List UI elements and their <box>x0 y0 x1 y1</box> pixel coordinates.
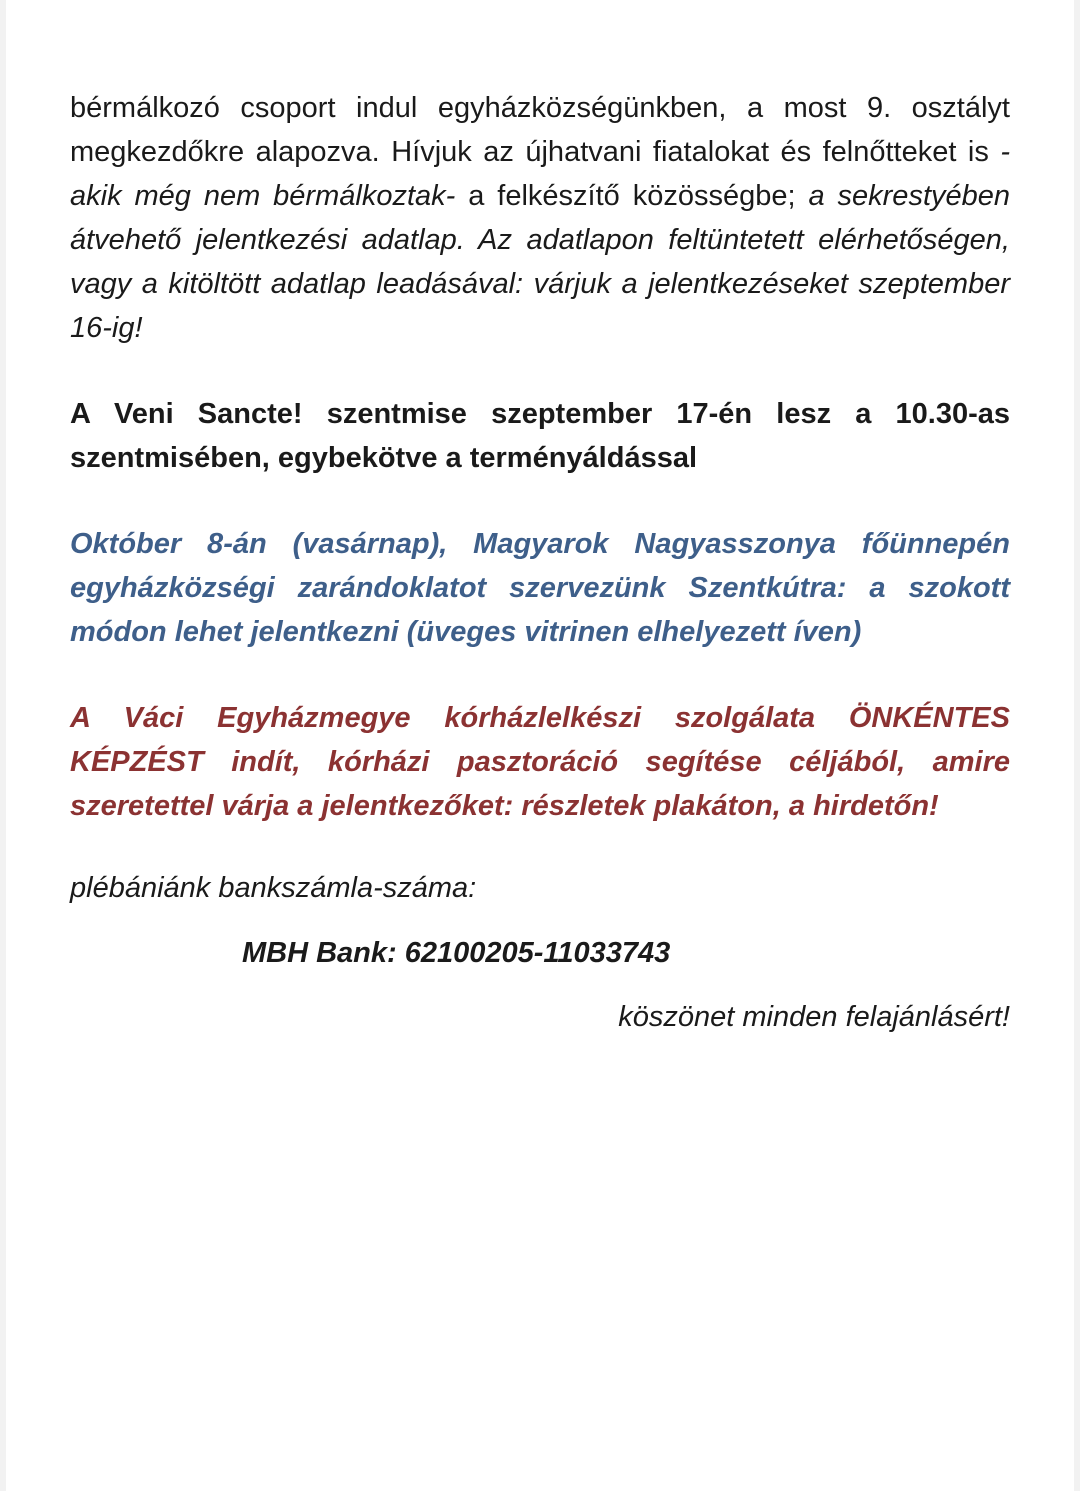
confirmation-text-italic-1: -akik még nem bérmálkoztak- <box>70 136 1010 212</box>
volunteer-training-paragraph: A Váci Egyházmegye kórházlelkészi szolgálata ÖNKÉNTES KÉPZÉST indít, kórházi pasztoráció segítése céljából, amire szeretettel várja a jelentkezőket: részletek plakáton, a hirdetőn! <box>70 702 1010 822</box>
bank-account-number: MBH Bank: 62100205-11033743 <box>242 937 671 969</box>
document-page <box>6 0 1074 1491</box>
bank-account-label: plébániánk bankszámla-száma: <box>70 872 477 904</box>
confirmation-text-italic-2: a sekrestyében átvehető jelentkezési adatlap. Az adatlapon feltüntetett elérhetőségen, vagy a kitöltött adatlap leadásával: várjuk a jelentkezéseket szeptember 16-ig! <box>70 180 1011 344</box>
pilgrimage-paragraph: Október 8-án (vasárnap), Magyarok Nagyasszonya főünnepén egyházközségi zarándoklatot szervezünk Szentkútra: a szokott módon lehet jelentkezni (üveges vitrinen elhelyezett íven) <box>70 528 1010 648</box>
confirmation-text-1: bérmálkozó csoport indul egyházközségünkben, a most 9. osztályt megkezdőkre alapozva. Hívjuk az újhatvani fiatalokat és felnőtteket is <box>70 92 1010 168</box>
veni-sancte-paragraph: A Veni Sancte! szentmise szeptember 17-én lesz a 10.30-as szentmisében, egybekötve a terményáldással <box>70 398 1010 474</box>
document-content <box>70 86 1010 1039</box>
confirmation-text-2: a felkészítő közösségbe; <box>455 180 809 212</box>
confirmation-group-paragraph <box>70 86 1010 350</box>
thanks-line: köszönet minden felajánlásért! <box>618 1001 1010 1033</box>
